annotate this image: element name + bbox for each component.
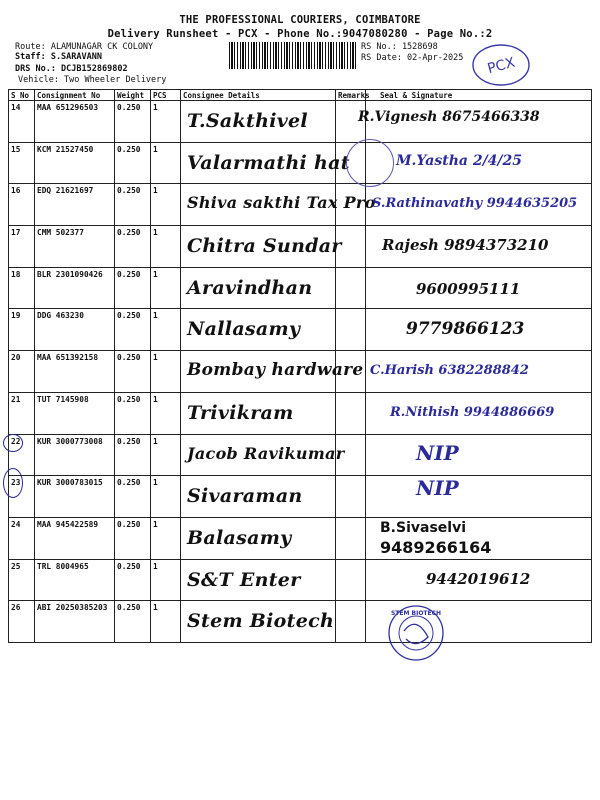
consignee-cell bbox=[181, 351, 364, 393]
route-info: Route: ALAMUNAGAR CK COLONY bbox=[15, 42, 154, 52]
rs-number: RS No.: 1528698 bbox=[361, 42, 438, 52]
weight-cell: 0.250 bbox=[115, 351, 151, 393]
consignee-handwriting: Chitra Sundar bbox=[187, 235, 342, 258]
remarks-cell bbox=[336, 226, 366, 268]
pcs-cell: 1 bbox=[151, 226, 181, 268]
sno-cell: 26 bbox=[9, 601, 35, 643]
signature: C.Harish 6382288842 bbox=[370, 363, 529, 379]
table-row bbox=[9, 267, 592, 309]
consignment-cell: CMM 502377 bbox=[35, 226, 115, 268]
col-pcs: PCS bbox=[151, 90, 181, 101]
seal-cell bbox=[366, 351, 592, 393]
table-row bbox=[9, 517, 592, 559]
weight-cell: 0.250 bbox=[115, 434, 151, 476]
weight-cell: 0.250 bbox=[115, 184, 151, 226]
consignment-cell: MAA 651296503 bbox=[35, 101, 115, 143]
seal-cell bbox=[358, 101, 592, 143]
consignee-cell bbox=[181, 392, 336, 434]
signature: S.Rathinavathy 9944635205 bbox=[372, 196, 578, 212]
consignee-handwriting: T.Sakthivel bbox=[187, 110, 308, 132]
weight-cell: 0.250 bbox=[115, 226, 151, 268]
weight-cell: 0.250 bbox=[115, 309, 151, 351]
col-sno: S No bbox=[9, 90, 35, 101]
consignee-cell bbox=[181, 601, 336, 643]
remarks-cell bbox=[336, 184, 366, 226]
consignee-handwriting: Stem Biotech bbox=[187, 610, 335, 633]
remarks-cell bbox=[336, 601, 366, 643]
weight-cell: 0.250 bbox=[115, 267, 151, 309]
sno-cell: 24 bbox=[9, 517, 35, 559]
consignee-cell bbox=[181, 476, 336, 518]
vehicle-info: Vehicle: Two Wheeler Delivery bbox=[18, 75, 167, 85]
pcs-cell: 1 bbox=[151, 101, 181, 143]
pcs-cell: 1 bbox=[151, 434, 181, 476]
table-row bbox=[9, 142, 592, 184]
consignment-cell: DDG 463230 bbox=[35, 309, 115, 351]
seal-cell bbox=[366, 434, 592, 476]
pcs-cell: 1 bbox=[151, 351, 181, 393]
consignment-cell: ABI 20250385203 bbox=[35, 601, 115, 643]
consignee-handwriting: Bombay hardware bbox=[187, 360, 364, 381]
remarks-cell bbox=[336, 476, 366, 518]
consignee-handwriting: Valarmathi hat bbox=[187, 151, 350, 174]
svg-text:STEM BIOTECH: STEM BIOTECH bbox=[390, 610, 442, 618]
signature: R.Nithish 9944886669 bbox=[390, 404, 555, 420]
runsheet-subtitle: Delivery Runsheet - PCX - Phone No.:9047080280 - Page No.:2 bbox=[107, 28, 493, 40]
consignee-cell bbox=[181, 434, 345, 476]
signature-name: B.Sivaselvi bbox=[380, 519, 466, 536]
sno-text: 22 bbox=[11, 436, 21, 446]
barcode bbox=[229, 42, 357, 69]
sno-cell: 15 bbox=[9, 142, 35, 184]
consignment-cell: KCM 21527450 bbox=[35, 142, 115, 184]
signature: NIP bbox=[416, 476, 459, 501]
sno-circle-mark bbox=[3, 468, 23, 498]
seal-cell bbox=[366, 476, 592, 518]
consignee-cell bbox=[181, 559, 336, 601]
rs-date: RS Date: 02-Apr-2025 bbox=[361, 53, 464, 63]
pcs-cell: 1 bbox=[151, 267, 181, 309]
col-seal: Seal & Signature bbox=[366, 90, 592, 101]
col-remarks: Remarks bbox=[336, 90, 366, 101]
consignee-handwriting: Shiva sakthi Tax Pro bbox=[187, 193, 376, 213]
consignee-cell bbox=[181, 142, 350, 184]
pcs-cell: 1 bbox=[151, 184, 181, 226]
seal-cell bbox=[366, 517, 592, 559]
pcs-cell: 1 bbox=[151, 601, 181, 643]
consignee-handwriting: Jacob Ravikumar bbox=[187, 443, 345, 463]
seal-cell bbox=[366, 184, 592, 226]
sno-cell: 14 bbox=[9, 101, 35, 143]
sno-cell: 16 bbox=[9, 184, 35, 226]
consignee-handwriting: S&T Enter bbox=[187, 568, 301, 591]
sno-text: 23 bbox=[11, 478, 21, 488]
consignee-cell bbox=[181, 517, 336, 559]
table-row bbox=[9, 392, 592, 434]
pcs-cell: 1 bbox=[151, 559, 181, 601]
consignment-cell: BLR 2301090426 bbox=[35, 267, 115, 309]
consignment-cell: KUR 3000773008 bbox=[35, 434, 115, 476]
remarks-cell bbox=[336, 517, 366, 559]
pcs-cell: 1 bbox=[151, 392, 181, 434]
consignee-handwriting: Trivikram bbox=[187, 401, 294, 424]
pcx-stamp bbox=[468, 40, 534, 90]
weight-cell: 0.250 bbox=[115, 142, 151, 184]
table-row bbox=[9, 601, 592, 643]
signature: 9600995111 bbox=[416, 279, 521, 298]
signature: 9779866123 bbox=[406, 319, 525, 340]
table-header bbox=[9, 90, 592, 101]
pcs-cell: 1 bbox=[151, 476, 181, 518]
consignment-cell: MAA 651392158 bbox=[35, 351, 115, 393]
company-seal bbox=[386, 603, 446, 663]
signature: M.Yastha 2/4/25 bbox=[396, 152, 523, 169]
signature: NIP bbox=[416, 440, 459, 465]
consignment-cell: TUT 7145908 bbox=[35, 392, 115, 434]
table-row bbox=[9, 434, 592, 476]
weight-cell: 0.250 bbox=[115, 476, 151, 518]
weight-cell: 0.250 bbox=[115, 559, 151, 601]
signature-phone: 9489266164 bbox=[380, 537, 492, 557]
runsheet-table bbox=[8, 89, 592, 643]
sno-cell: 18 bbox=[9, 267, 35, 309]
col-consignment: Consignment No bbox=[35, 90, 115, 101]
consignee-handwriting: Nallasamy bbox=[187, 318, 301, 341]
seal-cell bbox=[366, 392, 592, 434]
consignment-cell: EDQ 21621697 bbox=[35, 184, 115, 226]
pcs-cell: 1 bbox=[151, 517, 181, 559]
consignee-cell bbox=[181, 267, 336, 309]
weight-cell: 0.250 bbox=[115, 101, 151, 143]
table-row bbox=[9, 101, 592, 143]
table-row bbox=[9, 476, 592, 518]
consignment-cell: KUR 3000783015 bbox=[35, 476, 115, 518]
remarks-cell bbox=[336, 309, 366, 351]
remarks-cell bbox=[336, 434, 366, 476]
seal-cell bbox=[366, 267, 592, 309]
consignee-handwriting: Aravindhan bbox=[187, 276, 313, 299]
sno-cell: 20 bbox=[9, 351, 35, 393]
seal-cell bbox=[366, 309, 592, 351]
consignment-cell: TRL 8004965 bbox=[35, 559, 115, 601]
staff-info: Staff: S.SARAVANN bbox=[15, 52, 102, 62]
seal-cell bbox=[366, 601, 592, 643]
sno-cell: 17 bbox=[9, 226, 35, 268]
sno-cell bbox=[9, 476, 35, 518]
table-row bbox=[9, 559, 592, 601]
signature: Rajesh 9894373210 bbox=[382, 236, 549, 255]
svg-text:PCX: PCX bbox=[485, 54, 517, 78]
col-weight: Weight bbox=[115, 90, 151, 101]
consignee-cell bbox=[181, 309, 336, 351]
remarks-cell bbox=[336, 392, 366, 434]
table-row bbox=[9, 309, 592, 351]
sno-circle-mark bbox=[3, 434, 23, 452]
sno-cell: 21 bbox=[9, 392, 35, 434]
consignee-cell bbox=[181, 226, 342, 268]
pcs-cell: 1 bbox=[151, 142, 181, 184]
remarks-cell bbox=[336, 559, 366, 601]
remarks-cell bbox=[336, 267, 366, 309]
weight-cell: 0.250 bbox=[115, 517, 151, 559]
table-row bbox=[9, 351, 592, 393]
drs-number: DRS No.: DCJB152869802 bbox=[15, 64, 128, 74]
table-row bbox=[9, 226, 592, 268]
table-row bbox=[9, 184, 592, 226]
consignee-cell bbox=[181, 101, 336, 143]
sno-cell: 19 bbox=[9, 309, 35, 351]
seal-cell bbox=[366, 142, 592, 184]
consignment-cell: MAA 945422589 bbox=[35, 517, 115, 559]
signature: 9442019612 bbox=[426, 569, 531, 588]
seal-cell bbox=[366, 226, 592, 268]
signature: R.Vignesh 8675466338 bbox=[358, 109, 540, 125]
remarks-cell bbox=[336, 351, 366, 393]
weight-cell: 0.250 bbox=[115, 601, 151, 643]
runsheet-title: THE PROFESSIONAL COURIERS, COIMBATORE bbox=[179, 14, 421, 26]
pcs-cell: 1 bbox=[151, 309, 181, 351]
seal-cell bbox=[366, 559, 592, 601]
consignee-cell bbox=[181, 184, 376, 226]
consignee-handwriting: Sivaraman bbox=[187, 485, 303, 508]
seal-stamp bbox=[346, 139, 394, 187]
col-consignee: Consignee Details bbox=[181, 90, 336, 101]
consignee-handwriting: Balasamy bbox=[187, 526, 292, 549]
weight-cell: 0.250 bbox=[115, 392, 151, 434]
sno-cell: 25 bbox=[9, 559, 35, 601]
